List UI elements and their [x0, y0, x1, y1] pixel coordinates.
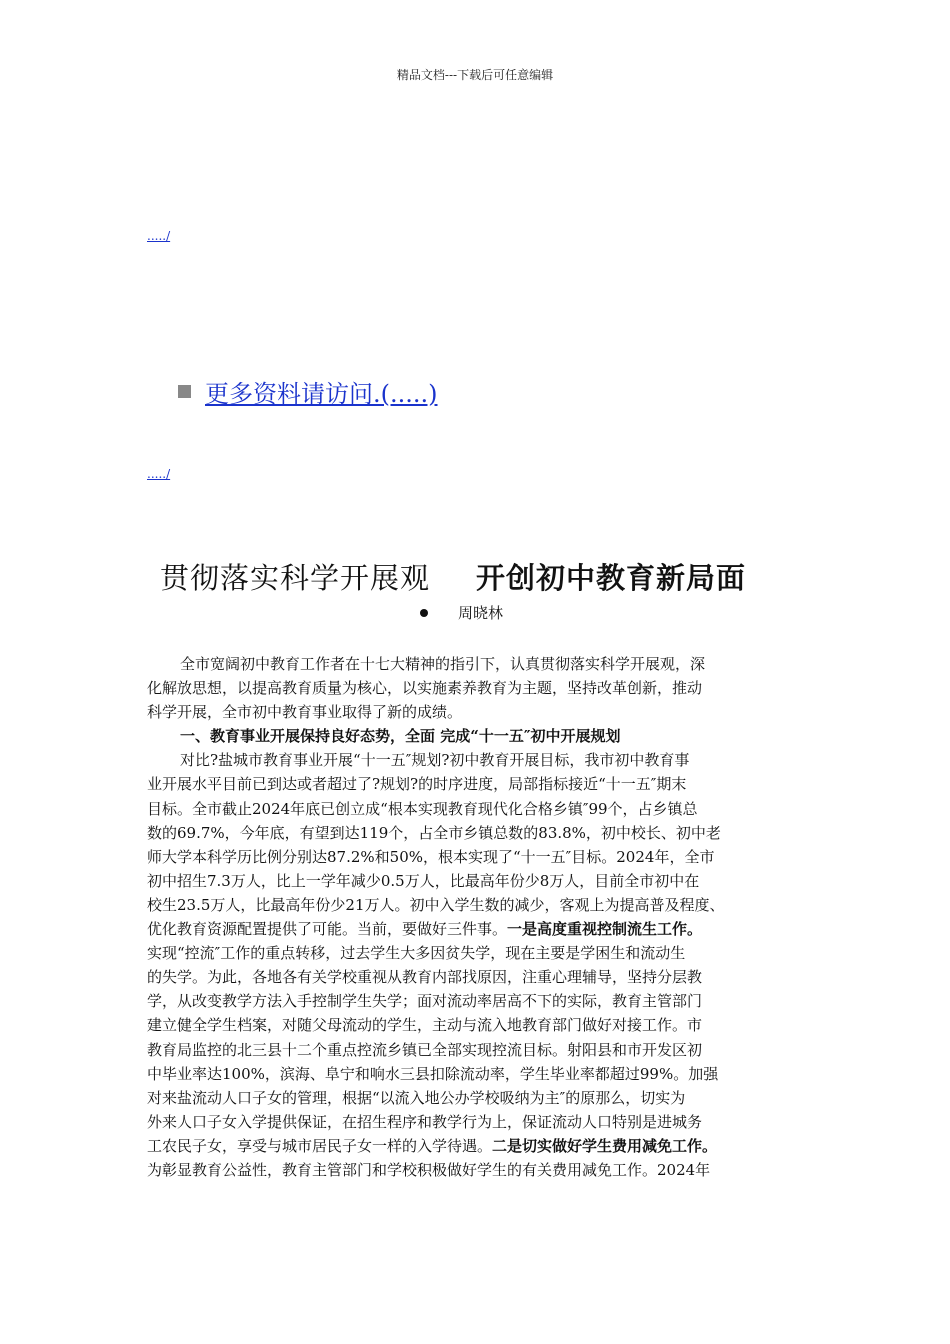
body-line: 全市宽阔初中教育工作者在十七大精神的指引下，认真贯彻落实科学开展观，深: [180, 655, 706, 673]
section-heading: 一、教育事业开展保持良好态势，全面 完成“十一五″初中开展规划: [180, 727, 621, 746]
body-line: 实现“控流″工作的重点转移，过去学生大多因贫失学，现在主要是学困生和流动生: [147, 944, 686, 963]
body-text-run: 工农民子女，享受与城市居民子女一样的入学待遇。: [147, 1136, 493, 1155]
more-resources-row: [178, 374, 438, 409]
body-line: 业开展水平目前已到达或者超过了?规划?的时序进度，局部指标接近“十一五″期末: [147, 775, 687, 794]
round-bullet-icon: [420, 609, 428, 617]
key-point-1: 一是高度重视控制流生工作。: [507, 920, 703, 939]
body-line: 学，从改变教学方法入手控制学生失学；面对流动率居高不下的实际，教育主管部门: [147, 992, 703, 1011]
body-line: [147, 1134, 799, 1158]
body-line: 为彰显教育公益性，教育主管部门和学校积极做好学生的有关费用减免工作。2024年: [147, 1160, 711, 1179]
body-line: 对比?盐城市教育事业开展“十一五″规划?初中教育开展目标，我市初中教育事: [180, 751, 690, 770]
middle-link[interactable]: ...../: [147, 467, 171, 481]
body-line: 师大学本科学历比例分别达87.2%和50%，根本实现了“十一五″目标。2024年，全市: [147, 847, 715, 866]
author-name: 周晓林: [458, 604, 504, 622]
author-row: [420, 602, 503, 623]
body-text-run: 优化教育资源配置提供了可能。当前，要做好三件事。: [147, 920, 508, 939]
article-body: [147, 652, 799, 1182]
body-line: 中毕业率达100%，滨海、阜宁和响水三县扣除流动率，学生毕业率都超过99%。加强: [147, 1064, 719, 1083]
document-title: [160, 556, 860, 597]
title-part-2: 开创初中教育新局面: [476, 561, 747, 595]
key-point-2: 二是切实做好学生费用减免工作。: [492, 1136, 718, 1155]
more-resources-link[interactable]: 更多资料请访问.(.....): [205, 380, 438, 408]
top-link[interactable]: ...../: [147, 229, 171, 243]
body-line: 初中招生7.3万人，比上一学年减少0.5万人，比最高年份少8万人，目前全市初中在: [147, 871, 700, 890]
body-line: [147, 917, 799, 941]
body-line: 目标。全市截止2024年底已创立成“根本实现教育现代化合格乡镇″99个，占乡镇总: [147, 799, 698, 818]
body-line: 对来盐流动人口子女的管理，根据“以流入地公办学校吸纳为主″的原那么，切实为: [147, 1088, 686, 1107]
body-line: 校生23.5万人，比最高年份少21万人。初中入学生数的减少，客观上为提高普及程度、: [147, 895, 725, 914]
body-line: 建立健全学生档案，对随父母流动的学生，主动与流入地教育部门做好对接工作。市: [147, 1016, 703, 1035]
title-part-1: 贯彻落实科学开展观: [160, 561, 431, 595]
body-line: 数的69.7%，今年底，有望到达119个，占全市乡镇总数的83.8%，初中校长、初中老: [147, 823, 721, 842]
body-line: 科学开展，全市初中教育事业取得了新的成绩。: [147, 703, 463, 722]
body-line: 的失学。为此，各地各有关学校重视从教育内部找原因，注重心理辅导，坚持分层教: [147, 968, 703, 987]
body-line: 化解放思想，以提高教育质量为核心，以实施素养教育为主题，坚持改革创新，推动: [147, 679, 703, 698]
square-bullet-icon: [178, 385, 191, 398]
body-line: 教育局监控的北三县十二个重点控流乡镇已全部实现控流目标。射阳县和市开发区初: [147, 1040, 703, 1059]
body-line: 外来人口子女入学提供保证，在招生程序和教学行为上，保证流动人口特别是进城务: [147, 1112, 703, 1131]
header-note: 精品文档---下载后可任意编辑: [396, 68, 554, 82]
